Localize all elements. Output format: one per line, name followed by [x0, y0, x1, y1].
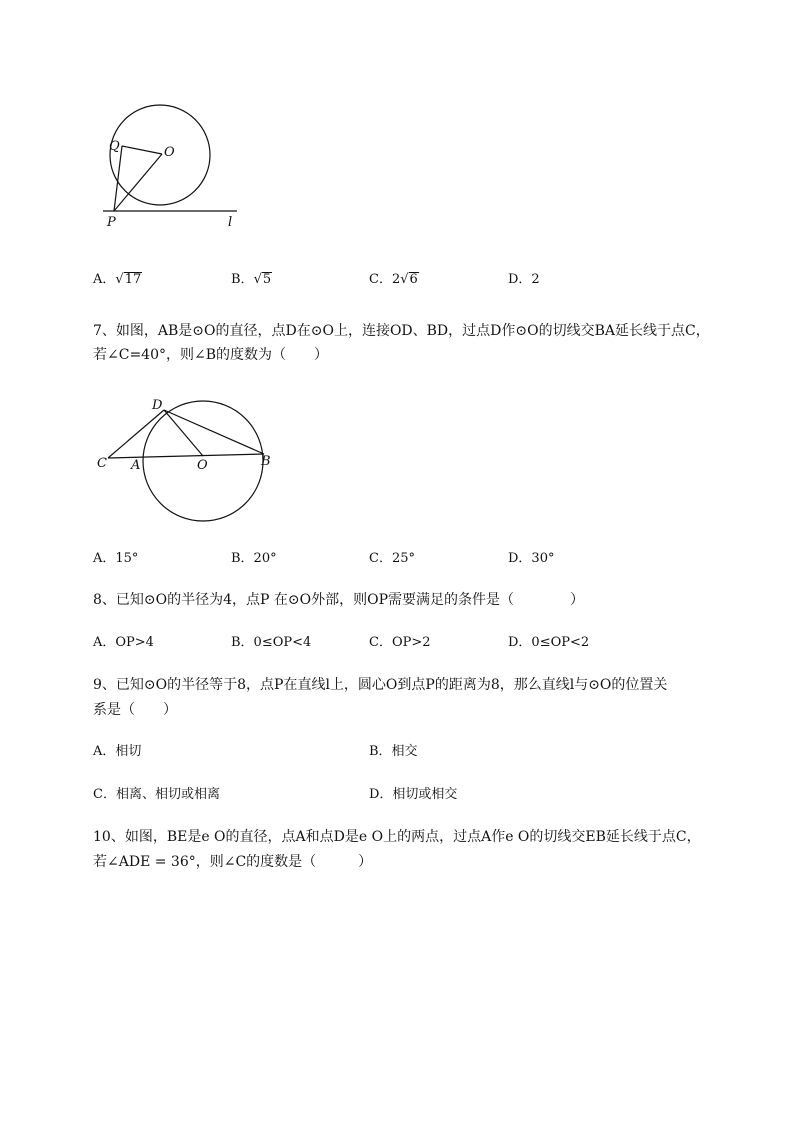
- segment-qo: [122, 146, 162, 154]
- q9-stem-line1: 9、已知⊙O的半径等于8，点P在直线l上，圆心O到点P的距离为8，那么直线l与⊙O的位置关: [93, 677, 668, 693]
- sqrt-sign: √: [115, 272, 124, 287]
- q7-stem-line2: 若∠C=40°，则∠B的度数为（ ）: [93, 347, 329, 363]
- q7-option-d: D．30°: [508, 551, 555, 566]
- label-o: O: [197, 458, 208, 473]
- segment-cd: [108, 410, 164, 458]
- q6-option-c-radical: 6: [409, 272, 418, 287]
- q7-option-c: C．25°: [369, 551, 415, 566]
- q8-stem-line1: 8、已知⊙O的半径为4，点P 在⊙O外部，则OP需要满足的条件是（ ）: [93, 592, 584, 608]
- q9-option-d: D．相切或相交: [369, 787, 458, 802]
- q7-option-a: A．15°: [93, 551, 139, 566]
- q9-stem-line2: 系是（ ）: [93, 702, 177, 718]
- q6-option-a-prefix: A．: [93, 272, 116, 287]
- label-p: P: [107, 215, 116, 230]
- segment-db: [164, 410, 264, 454]
- q6-option-d: D．2: [508, 272, 540, 287]
- q6-option-b-prefix: B．: [231, 272, 254, 287]
- q8-option-b: B．0≤OP<4: [231, 635, 312, 650]
- q8-option-a: A．OP>4: [93, 635, 154, 650]
- label-a: A: [131, 458, 141, 473]
- label-l: l: [228, 215, 233, 230]
- circle-o: [110, 105, 210, 205]
- figure-circle-tangent-chord: [90, 395, 285, 525]
- q6-option-b: [231, 271, 272, 289]
- figure-circle-tangent-line: [95, 95, 245, 235]
- q10-stem-line2: 若∠ADE = 36°，则∠C的度数是（ ）: [93, 854, 373, 870]
- label-d: D: [152, 398, 163, 413]
- segment-do: [164, 410, 203, 456]
- q7-option-b: B．20°: [231, 551, 277, 566]
- q9-option-c: C．相离、相切或相离: [93, 787, 220, 802]
- q9-option-b: B．相交: [369, 744, 418, 759]
- label-c: C: [97, 456, 107, 471]
- q8-option-d: D．0≤OP<2: [508, 635, 590, 650]
- label-b: B: [261, 454, 271, 469]
- q10-stem-line1: 10、如图，BE是e O的直径，点A和点D是e O上的两点，过点A作e O的切线交EB延长线于点C，: [93, 829, 701, 845]
- q9-option-a: A．相切: [93, 744, 142, 759]
- segment-po: [114, 154, 162, 211]
- q6-option-a-radical: 17: [124, 272, 142, 287]
- q6-option-a: [93, 271, 142, 289]
- q8-option-c: C．OP>2: [369, 635, 431, 650]
- sqrt-sign: √: [400, 272, 409, 287]
- label-o: O: [164, 145, 175, 160]
- label-q: Q: [109, 139, 120, 154]
- q6-option-c: [369, 271, 419, 289]
- q7-stem-line1: 7、如图，AB是⊙O的直径，点D在⊙O上，连接OD、BD，过点D作⊙O的切线交BA延长线于点C，: [93, 323, 710, 339]
- q6-option-b-radical: 5: [262, 272, 272, 287]
- q6-option-c-prefix: C．2: [369, 272, 401, 287]
- sqrt-sign: √: [253, 272, 262, 287]
